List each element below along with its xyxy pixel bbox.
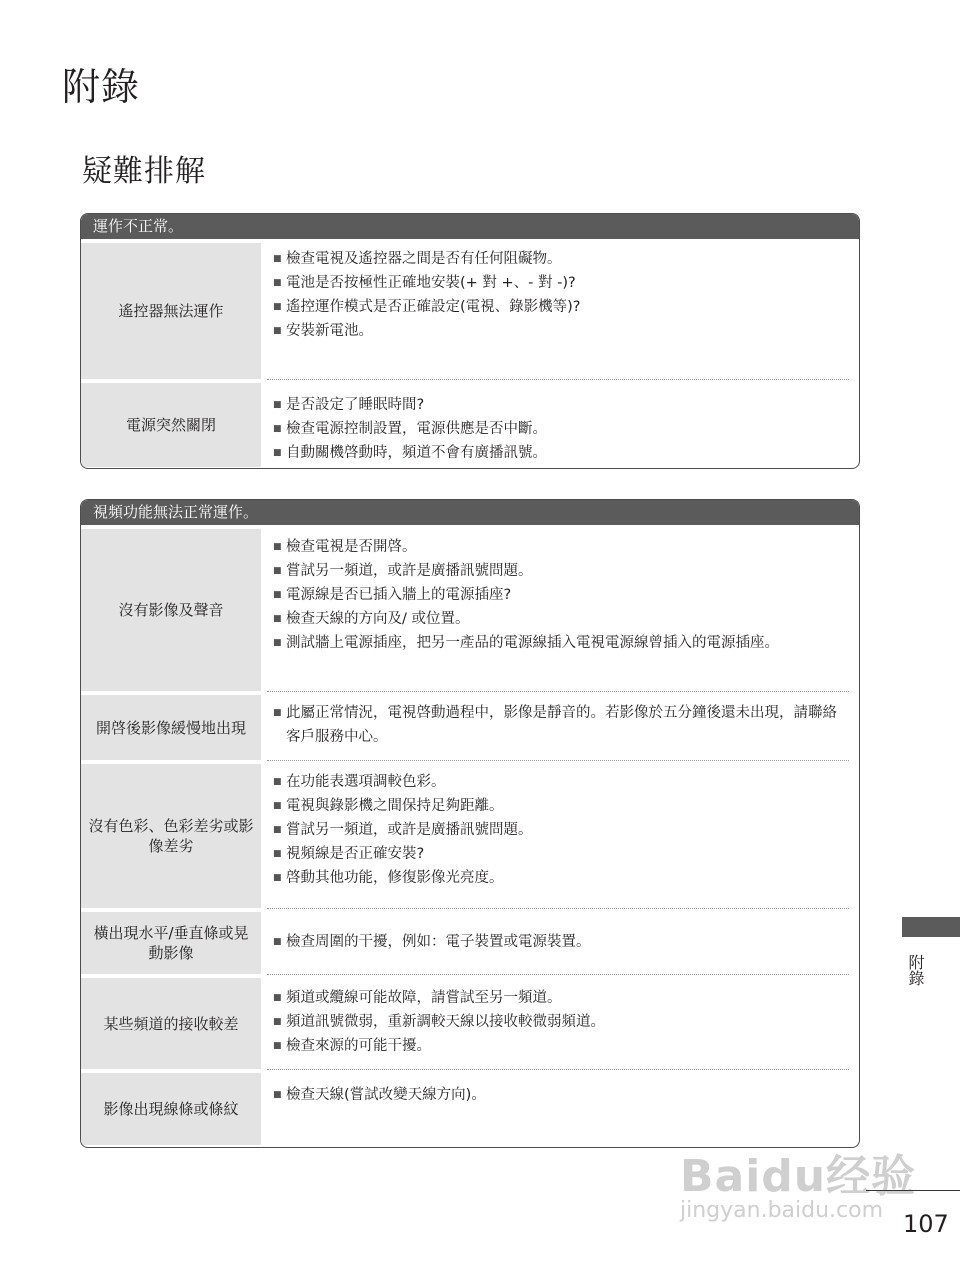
table-row xyxy=(81,379,859,467)
list-item: ■ 安裝新電池。 xyxy=(273,319,845,343)
table-row xyxy=(81,691,859,760)
table-row xyxy=(81,974,859,1069)
problem-label: 橫出現水平/垂直條或晃動影像 xyxy=(81,908,261,974)
list-item: ■ 檢查電視及遙控器之間是否有任何阻礙物。 xyxy=(273,247,845,271)
solution-list xyxy=(273,770,845,890)
problem-label: 某些頻道的接收較差 xyxy=(81,974,261,1069)
solution-cell xyxy=(261,691,859,760)
list-item: ■ 是否設定了睡眠時間? xyxy=(273,393,845,417)
solution-list xyxy=(273,986,845,1058)
list-item: ■ 檢查天線(嘗試改變天線方向)。 xyxy=(273,1083,845,1107)
solution-list xyxy=(273,1083,845,1107)
chapter-title: 附錄 xyxy=(62,65,141,109)
problem-label: 開啓後影像緩慢地出現 xyxy=(81,691,261,760)
troubleshoot-panel-operation xyxy=(80,213,860,469)
solution-list xyxy=(273,701,845,749)
side-tab-marker xyxy=(902,917,960,937)
solution-cell xyxy=(261,379,859,467)
solution-cell xyxy=(261,760,859,908)
solution-cell xyxy=(261,974,859,1069)
table-row xyxy=(81,908,859,974)
list-item: ■ 檢查周圍的干擾，例如：電子裝置或電源裝置。 xyxy=(273,930,845,954)
solution-cell xyxy=(261,908,859,974)
solution-list xyxy=(273,535,845,655)
table-row xyxy=(81,525,859,691)
list-item: ■ 電視與錄影機之間保持足夠距離。 xyxy=(273,794,845,818)
solution-list xyxy=(273,930,845,954)
list-item: ■ 嘗試另一頻道，或許是廣播訊號問題。 xyxy=(273,818,845,842)
solution-list xyxy=(273,247,845,343)
table-row xyxy=(81,239,859,379)
table-row xyxy=(81,760,859,908)
list-item: ■ 在功能表選項調較色彩。 xyxy=(273,770,845,794)
watermark-url: jingyan.baidu.com xyxy=(680,1198,884,1223)
list-item: ■ 遙控運作模式是否正確設定(電視、錄影機等)? xyxy=(273,295,845,319)
watermark-brand: Baidu经验 xyxy=(680,1151,917,1202)
list-item: ■ 檢查天線的方向及/ 或位置。 xyxy=(273,607,845,631)
list-item: ■ 自動關機啓動時，頻道不會有廣播訊號。 xyxy=(273,441,845,465)
problem-label: 電源突然關閉 xyxy=(81,379,261,467)
troubleshoot-panel-video xyxy=(80,499,860,1148)
list-item: ■ 頻道訊號微弱，重新調較天線以接收較微弱頻道。 xyxy=(273,1010,845,1034)
problem-label: 沒有影像及聲音 xyxy=(81,529,261,691)
page-divider xyxy=(866,1190,960,1191)
section-title: 疑難排解 xyxy=(82,154,206,189)
list-item: ■ 檢查電源控制設置，電源供應是否中斷。 xyxy=(273,417,845,441)
list-item: ■ 檢查來源的可能干擾。 xyxy=(273,1034,845,1058)
list-item: ■ 此屬正常情況，電視啓動過程中，影像是靜音的。若影像於五分鐘後還未出現，請聯絡客戶服務中心。 xyxy=(273,701,845,749)
list-item: ■ 頻道或纜線可能故障，請嘗試至另一頻道。 xyxy=(273,986,845,1010)
page-number: 107 xyxy=(903,1210,949,1238)
solution-cell xyxy=(261,525,859,691)
solution-cell xyxy=(261,1069,859,1145)
panel-header: 運作不正常。 xyxy=(81,214,859,239)
side-tab-label: 附錄 xyxy=(906,954,925,986)
table-row xyxy=(81,1069,859,1145)
problem-label: 沒有色彩、色彩差劣或影像差劣 xyxy=(81,760,261,908)
list-item: ■ 嘗試另一頻道，或許是廣播訊號問題。 xyxy=(273,559,845,583)
list-item: ■ 檢查電視是否開啓。 xyxy=(273,535,845,559)
watermark xyxy=(680,1140,916,1223)
panel-header: 視頻功能無法正常運作。 xyxy=(81,500,859,525)
problem-label: 影像出現線條或條紋 xyxy=(81,1069,261,1145)
solution-cell xyxy=(261,239,859,379)
list-item: ■ 視頻線是否正確安裝? xyxy=(273,842,845,866)
solution-list xyxy=(273,393,845,465)
list-item: ■ 啓動其他功能，修復影像光亮度。 xyxy=(273,866,845,890)
list-item: ■ 電源線是否已插入牆上的電源插座? xyxy=(273,583,845,607)
problem-label: 遙控器無法運作 xyxy=(81,243,261,379)
list-item: ■ 測試牆上電源插座，把另一產品的電源線插入電視電源線曾插入的電源插座。 xyxy=(273,631,845,655)
list-item: ■ 電池是否按極性正確地安裝(+ 對 +、- 對 -)? xyxy=(273,271,845,295)
